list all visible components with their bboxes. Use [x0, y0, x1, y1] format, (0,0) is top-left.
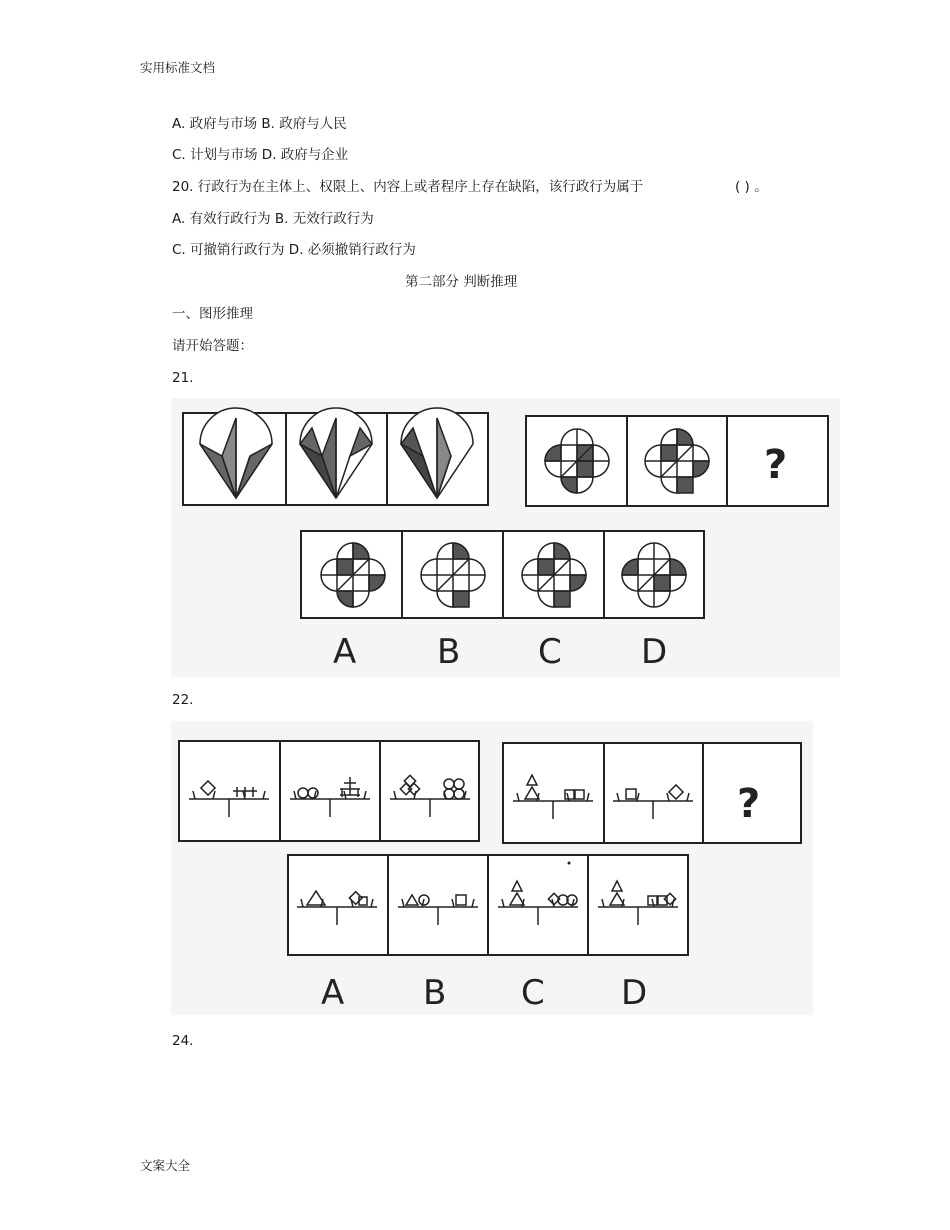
question-21-number: 21. — [172, 370, 194, 386]
option-line-3: A. 有效行政行为 B. 无效行政行为 — [172, 211, 374, 227]
fig22-option-d: D — [621, 973, 648, 1013]
fig21-option-d: D — [641, 632, 668, 672]
fig22-option-c: C — [521, 973, 545, 1013]
fig21-option-a: A — [333, 632, 357, 672]
fig22-option-a: A — [321, 973, 345, 1013]
option-line-2: C. 计划与市场 D. 政府与企业 — [172, 147, 349, 163]
question-20-paren: ( ) 。 — [735, 179, 768, 195]
page-footer: 文案大全 — [140, 1158, 191, 1173]
option-line-4: C. 可撤销行政行为 D. 必须撤销行政行为 — [172, 242, 416, 258]
figure-21-graphic — [171, 398, 840, 677]
fig22-unknown: ? — [737, 781, 761, 827]
page-header: 实用标准文档 — [140, 60, 216, 75]
subsection-title: 一、图形推理 — [172, 306, 253, 322]
fig22-row-1-frame — [179, 741, 479, 841]
fig21-option-c: C — [538, 632, 562, 672]
question-24-number: 24. — [172, 1033, 194, 1049]
section-title: 第二部分 判断推理 — [405, 274, 518, 290]
prompt-text: 请开始答题： — [172, 338, 253, 354]
figure-21 — [171, 398, 840, 677]
figure-22-graphic — [171, 721, 813, 1015]
figure-22 — [171, 721, 813, 1015]
question-20: 20. 行政行为在主体上、权限上、内容上或者程序上存在缺陷，该行政行为属于 — [172, 179, 644, 195]
question-22-number: 22. — [172, 692, 194, 708]
scan-speck — [568, 862, 571, 865]
fig21-unknown: ? — [764, 442, 788, 488]
fig21-option-b: B — [437, 632, 461, 672]
fig22-option-b: B — [423, 973, 447, 1013]
option-line-1: A. 政府与市场 B. 政府与人民 — [172, 116, 347, 132]
